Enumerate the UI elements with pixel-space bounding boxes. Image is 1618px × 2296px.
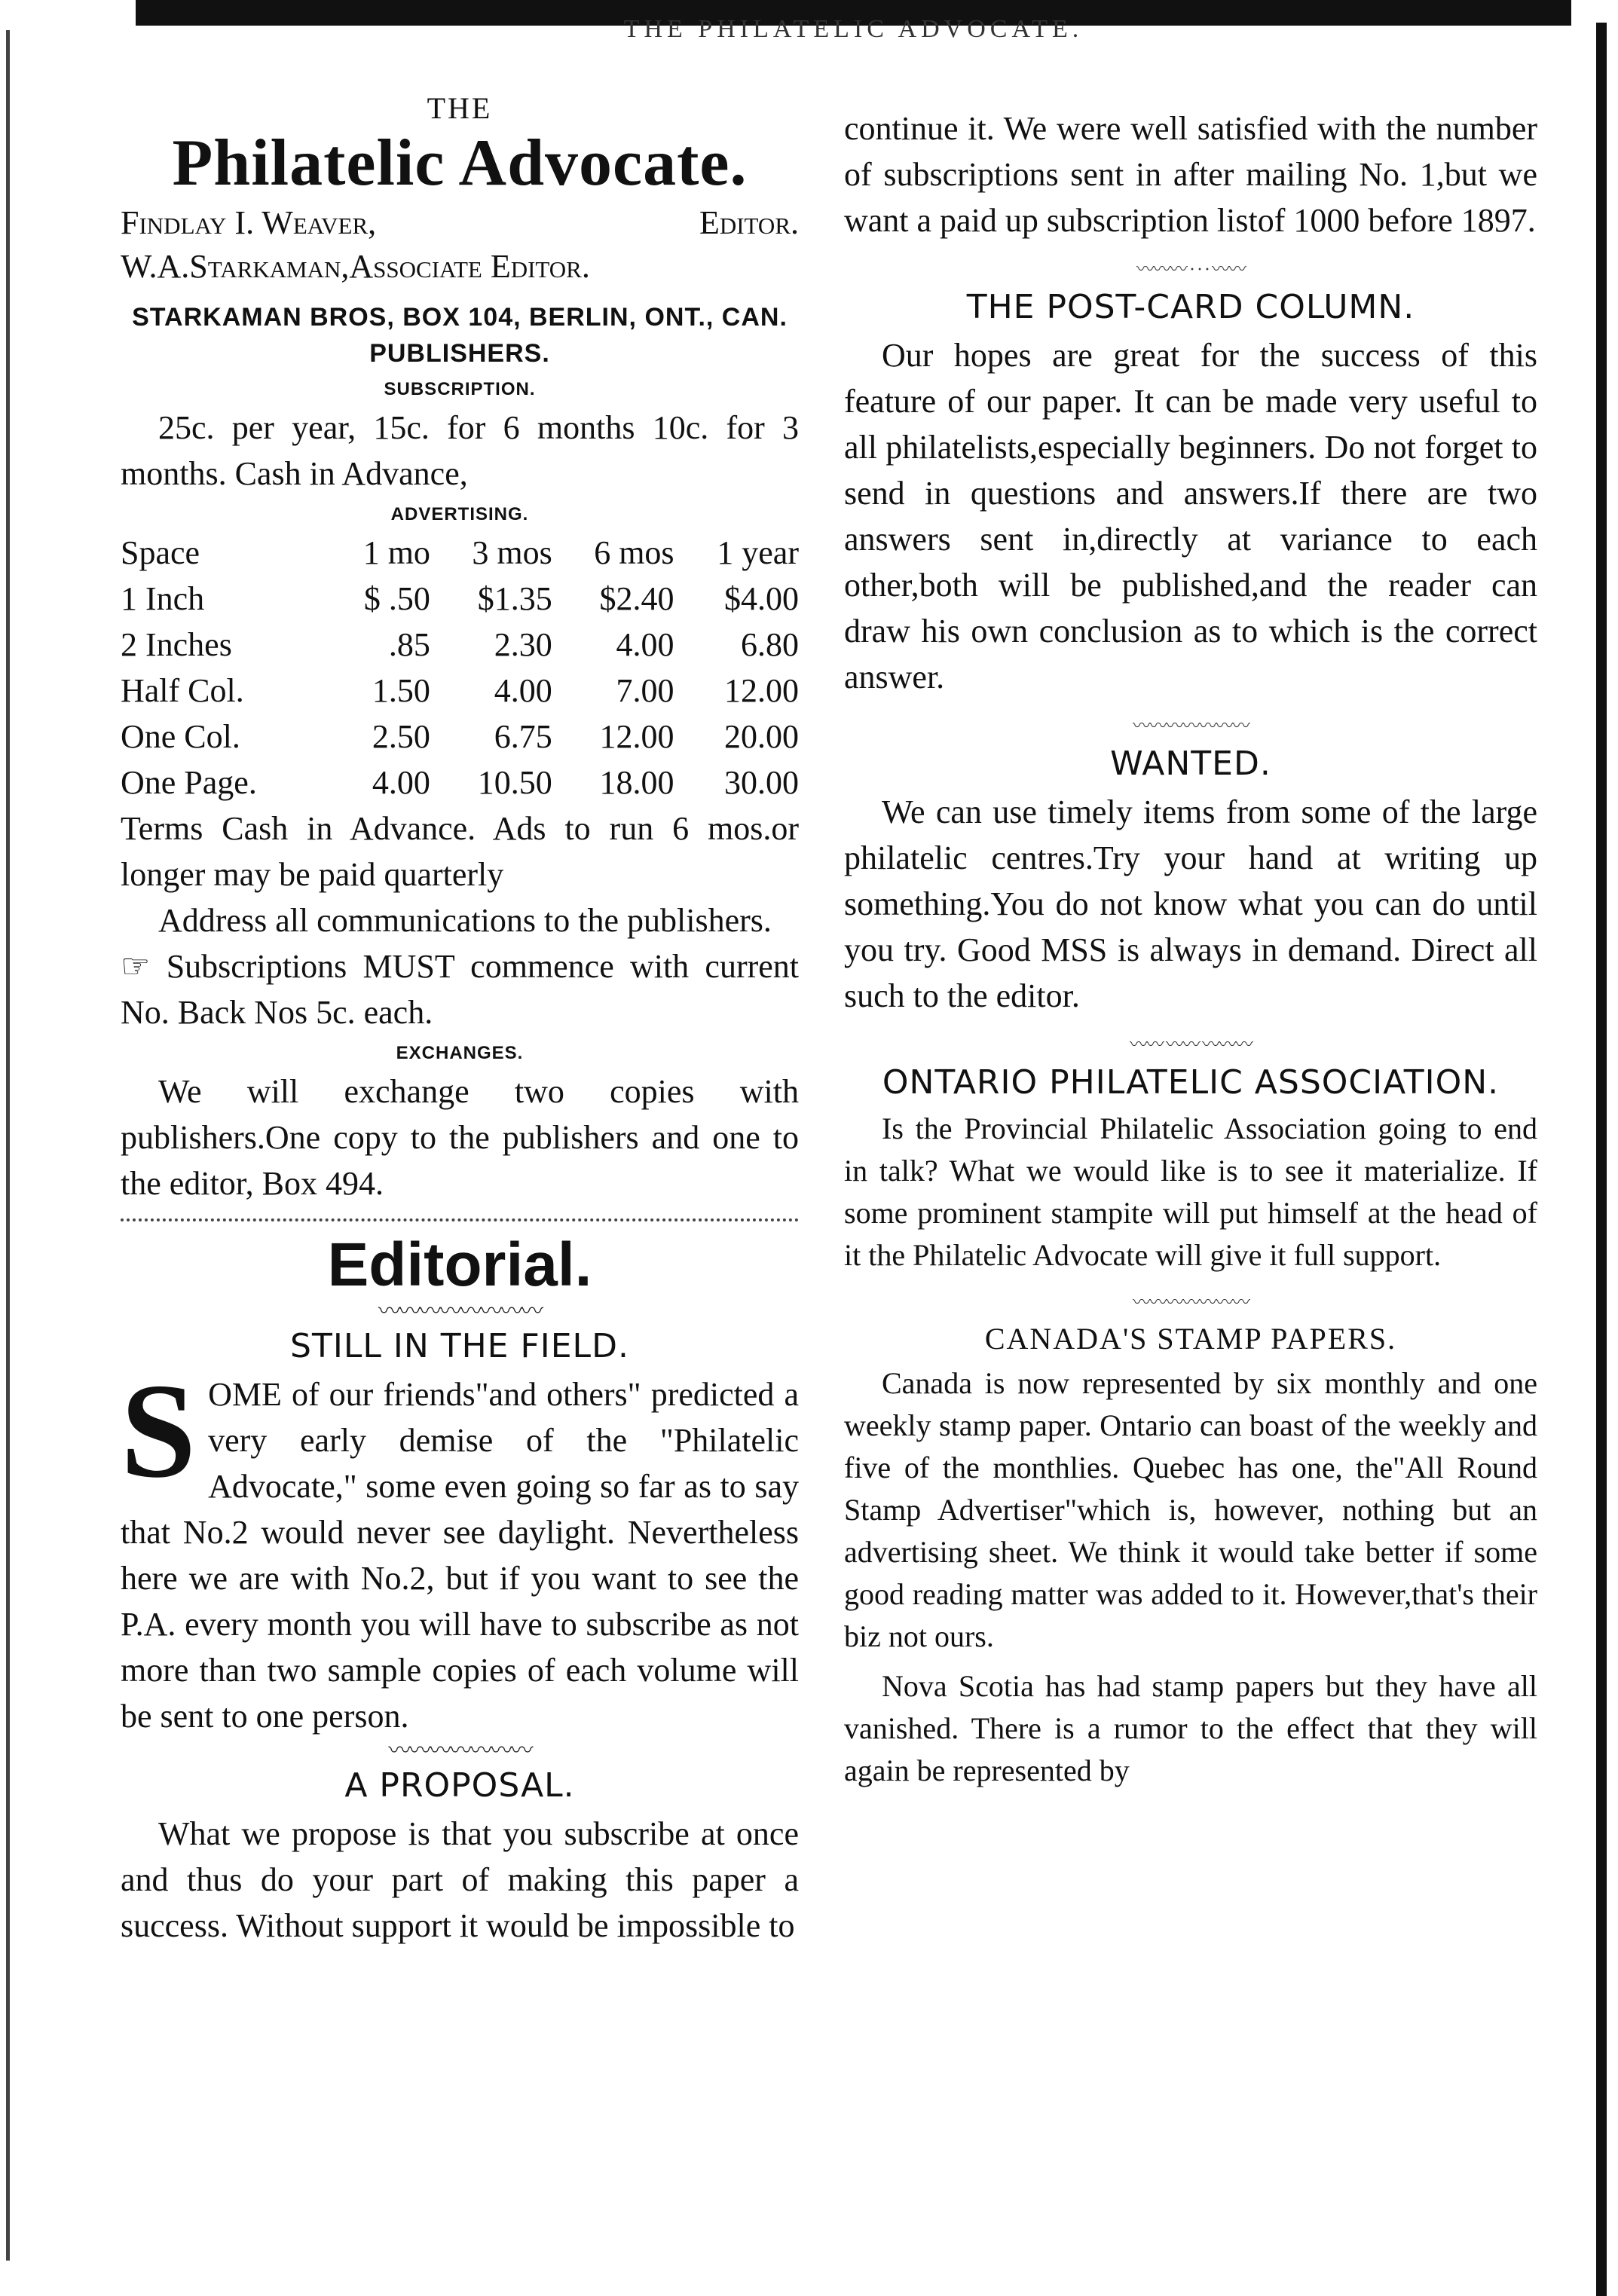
rates-cell: $2.40 bbox=[599, 580, 674, 617]
editorial-heading: Editorial. bbox=[327, 1231, 592, 1299]
rates-col-header: 1 mo bbox=[362, 534, 430, 571]
table-row bbox=[121, 714, 799, 760]
rates-cell: 4.00 bbox=[616, 626, 674, 663]
left-margin-rule bbox=[6, 30, 10, 2261]
associate-editor-line: W.A.Starkaman,Associate Editor. bbox=[121, 248, 590, 285]
wanted-heading: WANTED. bbox=[1110, 744, 1271, 783]
table-row bbox=[121, 576, 799, 622]
rates-cell: 1.50 bbox=[372, 672, 430, 709]
rates-cell: 20.00 bbox=[724, 718, 799, 755]
subscriptions-note bbox=[121, 943, 799, 1035]
masthead-title: Philatelic Advocate. bbox=[172, 127, 748, 200]
advertising-heading: ADVERTISING. bbox=[390, 504, 529, 524]
canadas-stamp-papers-heading: CANADA'S STAMP PAPERS. bbox=[984, 1322, 1397, 1356]
drop-cap: S bbox=[121, 1356, 197, 1506]
rates-cell: 1 Inch bbox=[121, 580, 205, 617]
ornament-rule: 〰〰〰〰〰〰〰 bbox=[388, 1738, 531, 1763]
ontario-philatelic-association-text: Is the Provincial Philatelic Association going to end in talk? What we would like is to see it materialize. If some prominent stampite will put himself at the head of it the Philatelic Advocate will give it full support. bbox=[844, 1111, 1537, 1272]
continuation-paragraph: continue it. We were well satisfied with the number of subscriptions sent in after mailing No. 1,but we want a paid up subscription listof 1000 before 1897. bbox=[844, 110, 1537, 239]
proposal-paragraph: What we propose is that you subscribe at once and thus do your part of making this paper a success. Without support it would be impossible to bbox=[121, 1815, 799, 1944]
ornament-rule: 〰〰 〰〰 〰〰〰 bbox=[1130, 1035, 1252, 1055]
rates-cell: 6.75 bbox=[494, 718, 552, 755]
left-column bbox=[121, 90, 799, 1949]
rates-cell: 12.00 bbox=[724, 672, 799, 709]
wanted-text: We can use timely items from some of the large philatelic centres.Try your hand at writing up something.You do not know what you can do until you try. Good MSS is always in demand. Direct all such to the editor. bbox=[844, 793, 1537, 1014]
ornament-rule: 〰〰〰〰〰〰〰 bbox=[1133, 1293, 1249, 1313]
rates-cell: 2.50 bbox=[372, 718, 430, 755]
rates-col-header: 6 mos bbox=[594, 534, 674, 571]
rates-cell: 6.80 bbox=[741, 626, 799, 663]
rates-col-header: 3 mos bbox=[472, 534, 552, 571]
rates-cell: 7.00 bbox=[616, 672, 674, 709]
a-proposal-heading: A PROPOSAL. bbox=[344, 1766, 575, 1805]
rates-cell: 30.00 bbox=[724, 764, 799, 801]
post-card-column-text: Our hopes are great for the success of this feature of our paper. It can be made very useful to all philatelists,especially beginners. Do not forget to send in questions and answers.If there are two answers sent in,directly at variance to each other,both will be published,and the reader can draw his own conclusion as to which is the correct answer. bbox=[844, 337, 1537, 696]
ornament-rule: 〰〰〰 · · · 〰〰 bbox=[1136, 260, 1245, 280]
table-row bbox=[121, 668, 799, 714]
canadas-stamp-papers-paragraph-2: Nova Scotia has had stamp papers but they have all vanished. There is a rumor to the effect that they will again be represented by bbox=[844, 1669, 1537, 1787]
publishers-line: STARKAMAN BROS, BOX 104, BERLIN, ONT., CAN. PUBLISHERS. bbox=[132, 303, 788, 368]
rates-col-header: 1 year bbox=[717, 534, 799, 571]
ornament-rule: 〰〰〰〰〰〰〰 bbox=[1133, 717, 1249, 736]
editor-name: Findlay I. Weaver, bbox=[121, 204, 377, 241]
right-margin-rule bbox=[1596, 23, 1607, 2296]
editorial-paragraph-1 bbox=[121, 1356, 799, 1739]
rates-cell: 2 Inches bbox=[121, 626, 232, 663]
section-divider bbox=[121, 1218, 799, 1221]
rates-cell: 4.00 bbox=[372, 764, 430, 801]
table-row bbox=[121, 760, 799, 806]
ontario-philatelic-association-heading: ONTARIO PHILATELIC ASSOCIATION. bbox=[882, 1063, 1500, 1102]
still-in-the-field-heading: STILL IN THE FIELD. bbox=[290, 1327, 629, 1365]
editor-role: Editor. bbox=[699, 204, 799, 241]
rates-cell: .85 bbox=[388, 626, 430, 663]
subscription-text: 25c. per year, 15c. for 6 months 10c. for 3 months. Cash in Advance, bbox=[121, 409, 799, 492]
pointing-hand-icon: ☞ bbox=[121, 948, 151, 985]
rates-cell: 12.00 bbox=[599, 718, 674, 755]
terms-text: Terms Cash in Advance. Ads to run 6 mos.or longer may be paid quarterly bbox=[121, 810, 799, 893]
advertising-rates-table bbox=[121, 530, 799, 806]
rates-cell: One Page. bbox=[121, 764, 257, 801]
rates-header-row bbox=[121, 530, 799, 576]
rates-cell: 4.00 bbox=[494, 672, 552, 709]
rates-cell: Half Col. bbox=[121, 672, 244, 709]
subscriptions-note-text: Subscriptions MUST commence with current No. Back Nos 5c. each. bbox=[121, 948, 800, 1031]
address-text: Address all communications to the publishers. bbox=[158, 902, 772, 939]
rates-col-header: Space bbox=[121, 534, 200, 571]
rates-cell: $ .50 bbox=[363, 580, 430, 617]
running-head: THE PHILATELIC ADVOCATE. bbox=[623, 15, 1084, 43]
editorial-paragraph-1-text: OME of our friends"and others" predicted a very early demise of the "Philatelic Advocate," some even going so far as to say that No.2 would never see daylight. Nevertheless here we are with No.2, but if you want to see the P.A. every month you will have to subscribe as not more than two sample copies of each volume will be sent to one person. bbox=[121, 1376, 799, 1735]
rates-cell: 2.30 bbox=[494, 626, 552, 663]
exchanges-heading: EXCHANGES. bbox=[396, 1043, 524, 1063]
editor-line bbox=[121, 201, 799, 245]
ornament-rule: 〰〰〰〰〰〰〰〰 bbox=[378, 1299, 541, 1324]
rates-cell: One Col. bbox=[121, 718, 240, 755]
rates-cell: 18.00 bbox=[599, 764, 674, 801]
table-row bbox=[121, 622, 799, 668]
post-card-column-heading: THE POST-CARD COLUMN. bbox=[966, 288, 1415, 326]
rates-cell: 10.50 bbox=[477, 764, 552, 801]
subscription-heading: SUBSCRIPTION. bbox=[384, 379, 536, 399]
right-column bbox=[844, 105, 1537, 1792]
rates-cell: $4.00 bbox=[724, 580, 799, 617]
canadas-stamp-papers-paragraph-1: Canada is now represented by six monthly and one weekly stamp paper. Ontario can boast of the weekly and five of the monthlies. Quebec has one, the"All Round Stamp Advertiser"which is, however, nothing but an advertising sheet. We think it would take better if some good reading matter was added to it. However,that's their biz not ours. bbox=[844, 1366, 1537, 1653]
masthead-the: THE bbox=[427, 91, 493, 125]
rates-cell: $1.35 bbox=[477, 580, 552, 617]
exchanges-text: We will exchange two copies with publishers.One copy to the publishers and one to the editor, Box 494. bbox=[121, 1073, 799, 1202]
